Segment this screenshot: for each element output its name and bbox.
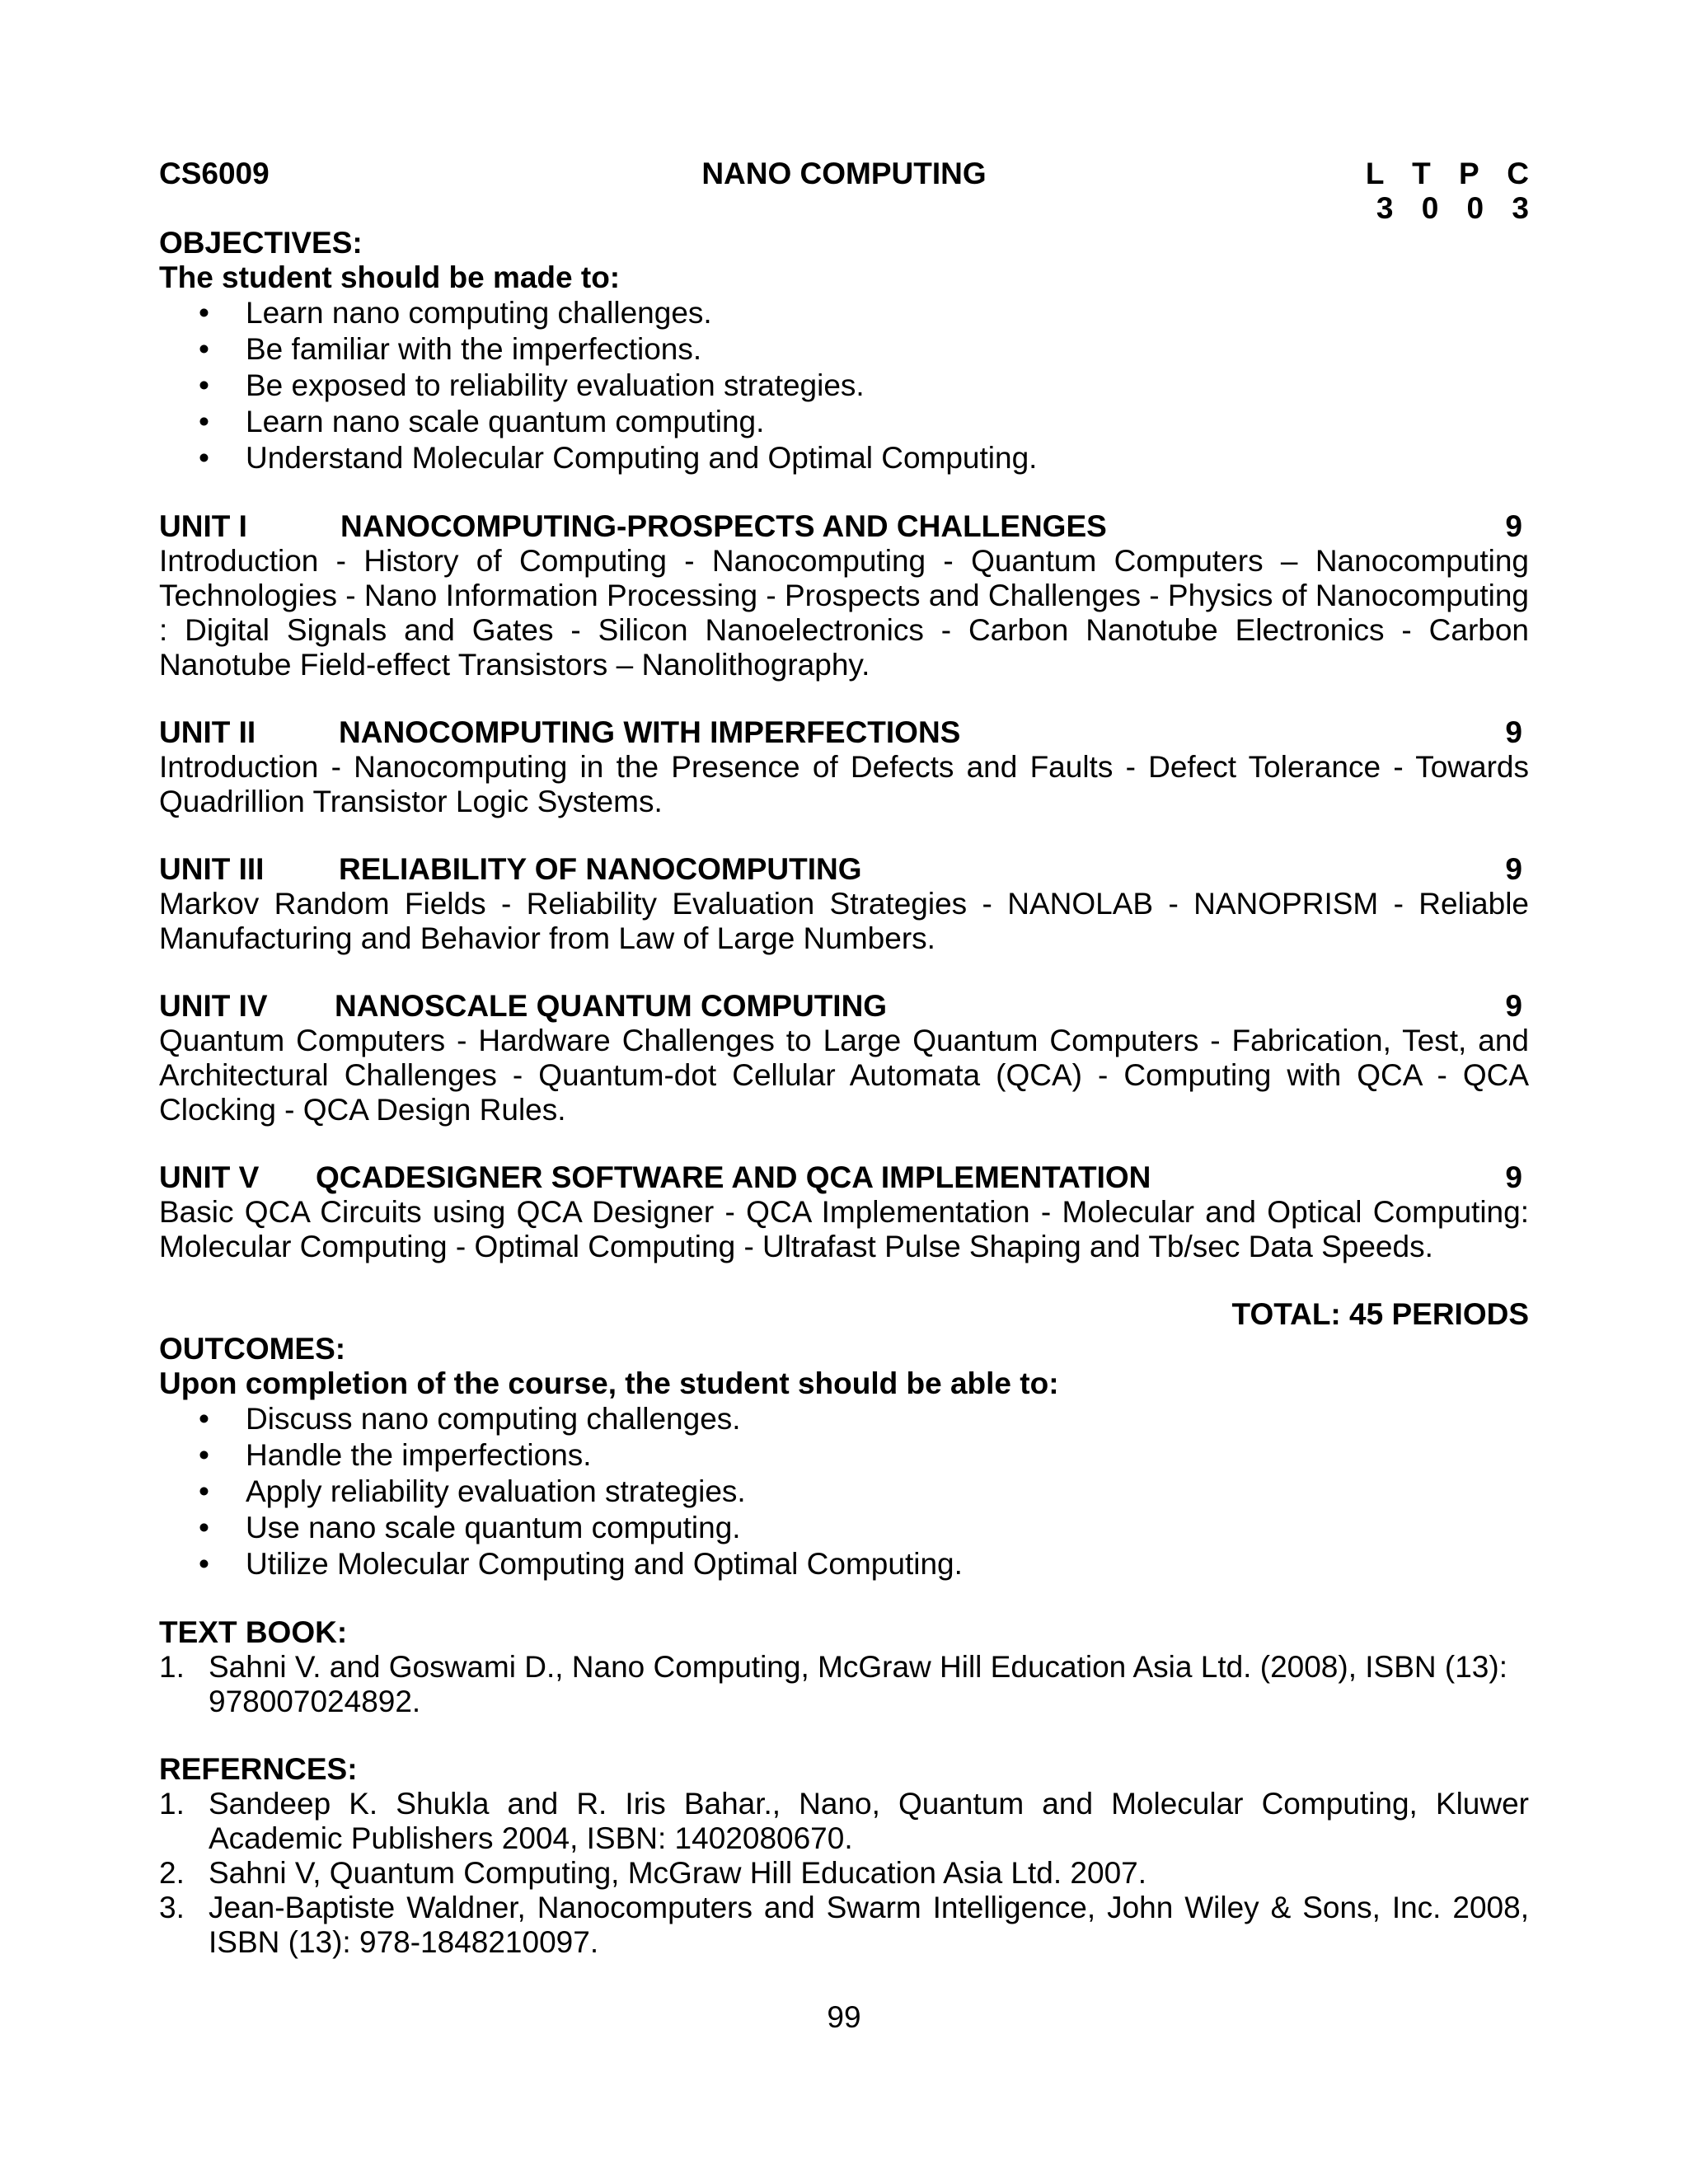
unit-3	[159, 852, 1529, 956]
item-number: 3.	[159, 1891, 185, 1924]
reference-item	[159, 1891, 1529, 1960]
unit-heading	[159, 989, 1529, 1024]
unit-title: QCADESIGNER SOFTWARE AND QCA IMPLEMENTATION	[316, 1160, 1151, 1194]
objectives-section	[159, 226, 1529, 476]
text-book-item	[159, 1650, 1529, 1719]
item-text: Sahni V, Quantum Computing, McGraw Hill Education Asia Ltd. 2007.	[209, 1856, 1147, 1890]
outcomes-section	[159, 1332, 1529, 1582]
unit-content: Quantum Computers - Hardware Challenges to Large Quantum Computers - Fabrication, Test, and Architectural Challenges - Quantum-dot Cellular Automata (QCA) - Computing with QCA - QCA Clocking - QCA Design Rules.	[159, 1024, 1529, 1127]
ltpc-block	[1366, 157, 1539, 226]
unit-label: UNIT II	[159, 715, 256, 749]
course-title: NANO COMPUTING	[701, 157, 987, 190]
unit-title: RELIABILITY OF NANOCOMPUTING	[339, 852, 862, 886]
unit-hours: 9	[1505, 509, 1522, 543]
unit-heading	[159, 852, 1529, 887]
references-section	[159, 1752, 1529, 1960]
objectives-list	[159, 295, 1529, 476]
course-header	[159, 157, 1539, 226]
unit-5	[159, 1160, 1529, 1264]
unit-label: UNIT V	[159, 1160, 260, 1194]
objective-item: • Be familiar with the imperfections.	[159, 331, 1529, 368]
objective-item: • Understand Molecular Computing and Optimal Computing.	[159, 440, 1529, 476]
objective-item: • Be exposed to reliability evaluation strategies.	[159, 368, 1529, 404]
unit-hours: 9	[1505, 852, 1522, 886]
item-text: Jean-Baptiste Waldner, Nanocomputers and Swarm Intelligence, John Wiley & Sons, Inc. 2008, ISBN (13): 978-1848210097.	[209, 1891, 1529, 1959]
unit-content: Markov Random Fields - Reliability Evaluation Strategies - NANOLAB - NANOPRISM - Reliable Manufacturing and Behavior from Law of Large Numbers.	[159, 887, 1529, 955]
references-heading: REFERNCES:	[159, 1752, 358, 1786]
references-list	[159, 1787, 1529, 1960]
objectives-heading: OBJECTIVES:	[159, 226, 363, 260]
unit-1	[159, 509, 1529, 682]
unit-heading	[159, 509, 1529, 544]
unit-4	[159, 989, 1529, 1127]
outcome-item: • Handle the imperfections.	[159, 1437, 1529, 1474]
course-code: CS6009	[159, 157, 270, 190]
unit-2	[159, 715, 1529, 819]
unit-hours: 9	[1505, 989, 1522, 1023]
text-book-section	[159, 1615, 1529, 1719]
outcomes-list	[159, 1401, 1529, 1582]
item-text: Sahni V. and Goswami D., Nano Computing, McGraw Hill Education Asia Ltd. (2008), ISBN (13): 978007024892.	[209, 1650, 1507, 1718]
objective-item: • Learn nano scale quantum computing.	[159, 404, 1529, 440]
item-number: 1.	[159, 1650, 185, 1684]
item-number: 2.	[159, 1856, 185, 1890]
unit-label: UNIT I	[159, 509, 247, 543]
unit-hours: 9	[1505, 715, 1522, 749]
outcome-item: • Discuss nano computing challenges.	[159, 1401, 1529, 1437]
unit-title: NANOCOMPUTING-PROSPECTS AND CHALLENGES	[340, 509, 1107, 543]
item-number: 1.	[159, 1787, 185, 1821]
objectives-intro: The student should be made to:	[159, 260, 621, 294]
outcome-item: • Utilize Molecular Computing and Optimal Computing.	[159, 1546, 1529, 1582]
reference-item	[159, 1787, 1529, 1856]
unit-hours: 9	[1505, 1160, 1522, 1194]
page-number: 99	[827, 2000, 861, 2034]
outcomes-heading: OUTCOMES:	[159, 1332, 346, 1366]
unit-title: NANOCOMPUTING WITH IMPERFECTIONS	[339, 715, 961, 749]
item-text: Sandeep K. Shukla and R. Iris Bahar., Nano, Quantum and Molecular Computing, Kluwer Academic Publishers 2004, ISBN: 1402080670.	[209, 1787, 1529, 1855]
ltpc-values: 3 0 0 3	[1376, 191, 1539, 225]
total-periods: TOTAL: 45 PERIODS	[1231, 1297, 1529, 1331]
unit-label: UNIT III	[159, 852, 265, 886]
outcomes-intro: Upon completion of the course, the student should be able to:	[159, 1366, 1059, 1400]
outcome-item: • Apply reliability evaluation strategies.	[159, 1474, 1529, 1510]
unit-label: UNIT IV	[159, 989, 268, 1023]
reference-item	[159, 1856, 1529, 1891]
unit-title: NANOSCALE QUANTUM COMPUTING	[335, 989, 888, 1023]
syllabus-page	[159, 157, 1539, 1960]
unit-heading	[159, 1160, 1529, 1195]
unit-heading	[159, 715, 1529, 750]
objective-item: • Learn nano computing challenges.	[159, 295, 1529, 331]
unit-content: Introduction - History of Computing - Nanocomputing - Quantum Computers – Nanocomputing Technologies - Nano Information Processing - Prospects and Challenges - Physics of Nanocomputing : Digital Signals and Gates - Silicon Nanoelectronics - Carbon Nanotube Electronics - Carbon Nanotube Field-effect Transistors – Nanolithography.	[159, 544, 1529, 682]
ltpc-labels: L T P C	[1365, 157, 1539, 190]
unit-content: Basic QCA Circuits using QCA Designer - QCA Implementation - Molecular and Optical Computing: Molecular Computing - Optimal Computing - Ultrafast Pulse Shaping and Tb/sec Data Speeds.	[159, 1195, 1529, 1263]
outcome-item: • Use nano scale quantum computing.	[159, 1510, 1529, 1546]
text-book-list	[159, 1650, 1529, 1719]
unit-content: Introduction - Nanocomputing in the Presence of Defects and Faults - Defect Tolerance - Towards Quadrillion Transistor Logic Systems.	[159, 750, 1529, 818]
text-book-heading: TEXT BOOK:	[159, 1615, 348, 1649]
